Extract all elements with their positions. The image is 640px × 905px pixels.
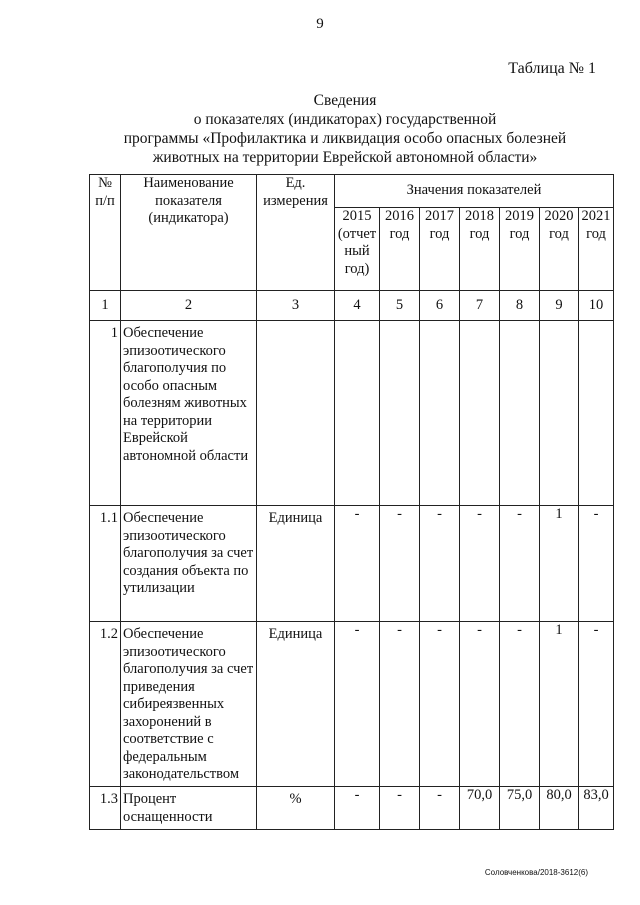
row-value: - [420,787,460,830]
row-unit: % [257,787,335,830]
heading-line-2: о показателях (индикаторах) государственной [193,111,497,128]
table-row [90,622,614,787]
header-name: Наименование показателя (индикатора) [121,175,257,291]
row-value: 1 [540,622,579,787]
column-number: 3 [257,291,335,321]
row-unit [257,321,335,506]
row-num: 1 [90,321,121,506]
header-year: 2016 год [380,208,420,291]
row-value: 1 [540,506,579,622]
row-value: - [460,622,500,787]
heading-line-4: животных на территории Еврейской автономной области» [152,149,538,166]
header-year: 2019 год [500,208,540,291]
heading-line-3: программы «Профилактика и ликвидация особо опасных болезней [123,130,567,147]
row-value: - [500,506,540,622]
row-name: Обеспечение эпизоотического благополучия по особо опасным болезням животных на территории Еврейской автономной области [121,321,257,506]
row-num: 1.1 [90,506,121,622]
row-value: - [500,622,540,787]
row-value: 83,0 [579,787,614,830]
row-value [540,321,579,506]
row-value [500,321,540,506]
row-value: 75,0 [500,787,540,830]
row-name: Обеспечение эпизоотического благополучия за счет приведения сибиреязвенных захоронений в соответствие с федеральным законодательством [121,622,257,787]
document-footer: Соловченкова/2018-3612(6) [484,868,588,877]
heading-line-1: Сведения [313,92,377,109]
column-number: 4 [335,291,380,321]
table-caption: Таблица № 1 [508,60,596,77]
row-value: - [420,622,460,787]
row-name: Процент оснащенности [121,787,257,830]
row-name: Обеспечение эпизоотического благополучия за счет создания объекта по утилизации [121,506,257,622]
header-year: 2015 (отчет ный год) [335,208,380,291]
column-number-row [90,291,614,321]
row-value: - [579,622,614,787]
column-number: 10 [579,291,614,321]
row-unit: Единица [257,622,335,787]
row-value: - [380,622,420,787]
table-row [90,321,614,506]
row-value: - [335,506,380,622]
indicators-table [89,174,614,830]
row-num: 1.3 [90,787,121,830]
row-value: - [420,506,460,622]
document-heading [0,91,640,167]
column-number: 8 [500,291,540,321]
table-row [90,506,614,622]
row-value: 80,0 [540,787,579,830]
row-value [335,321,380,506]
header-values-group: Значения показателей [335,175,614,208]
row-value [380,321,420,506]
row-value [579,321,614,506]
row-value [420,321,460,506]
header-year: 2020 год [540,208,579,291]
header-year: 2021 год [579,208,614,291]
column-number: 6 [420,291,460,321]
table-row [90,787,614,830]
row-value: - [380,787,420,830]
row-unit: Единица [257,506,335,622]
column-number: 1 [90,291,121,321]
column-number: 9 [540,291,579,321]
row-value: - [460,506,500,622]
column-number: 7 [460,291,500,321]
header-year: 2017 год [420,208,460,291]
row-value: - [335,622,380,787]
row-value: 70,0 [460,787,500,830]
row-value: - [380,506,420,622]
page-number: 9 [316,16,324,32]
row-num: 1.2 [90,622,121,787]
column-number: 2 [121,291,257,321]
row-value: - [335,787,380,830]
column-number: 5 [380,291,420,321]
header-year: 2018 год [460,208,500,291]
row-value [460,321,500,506]
header-unit: Ед. измерения [257,175,335,291]
header-num: № п/п [90,175,121,291]
row-value: - [579,506,614,622]
